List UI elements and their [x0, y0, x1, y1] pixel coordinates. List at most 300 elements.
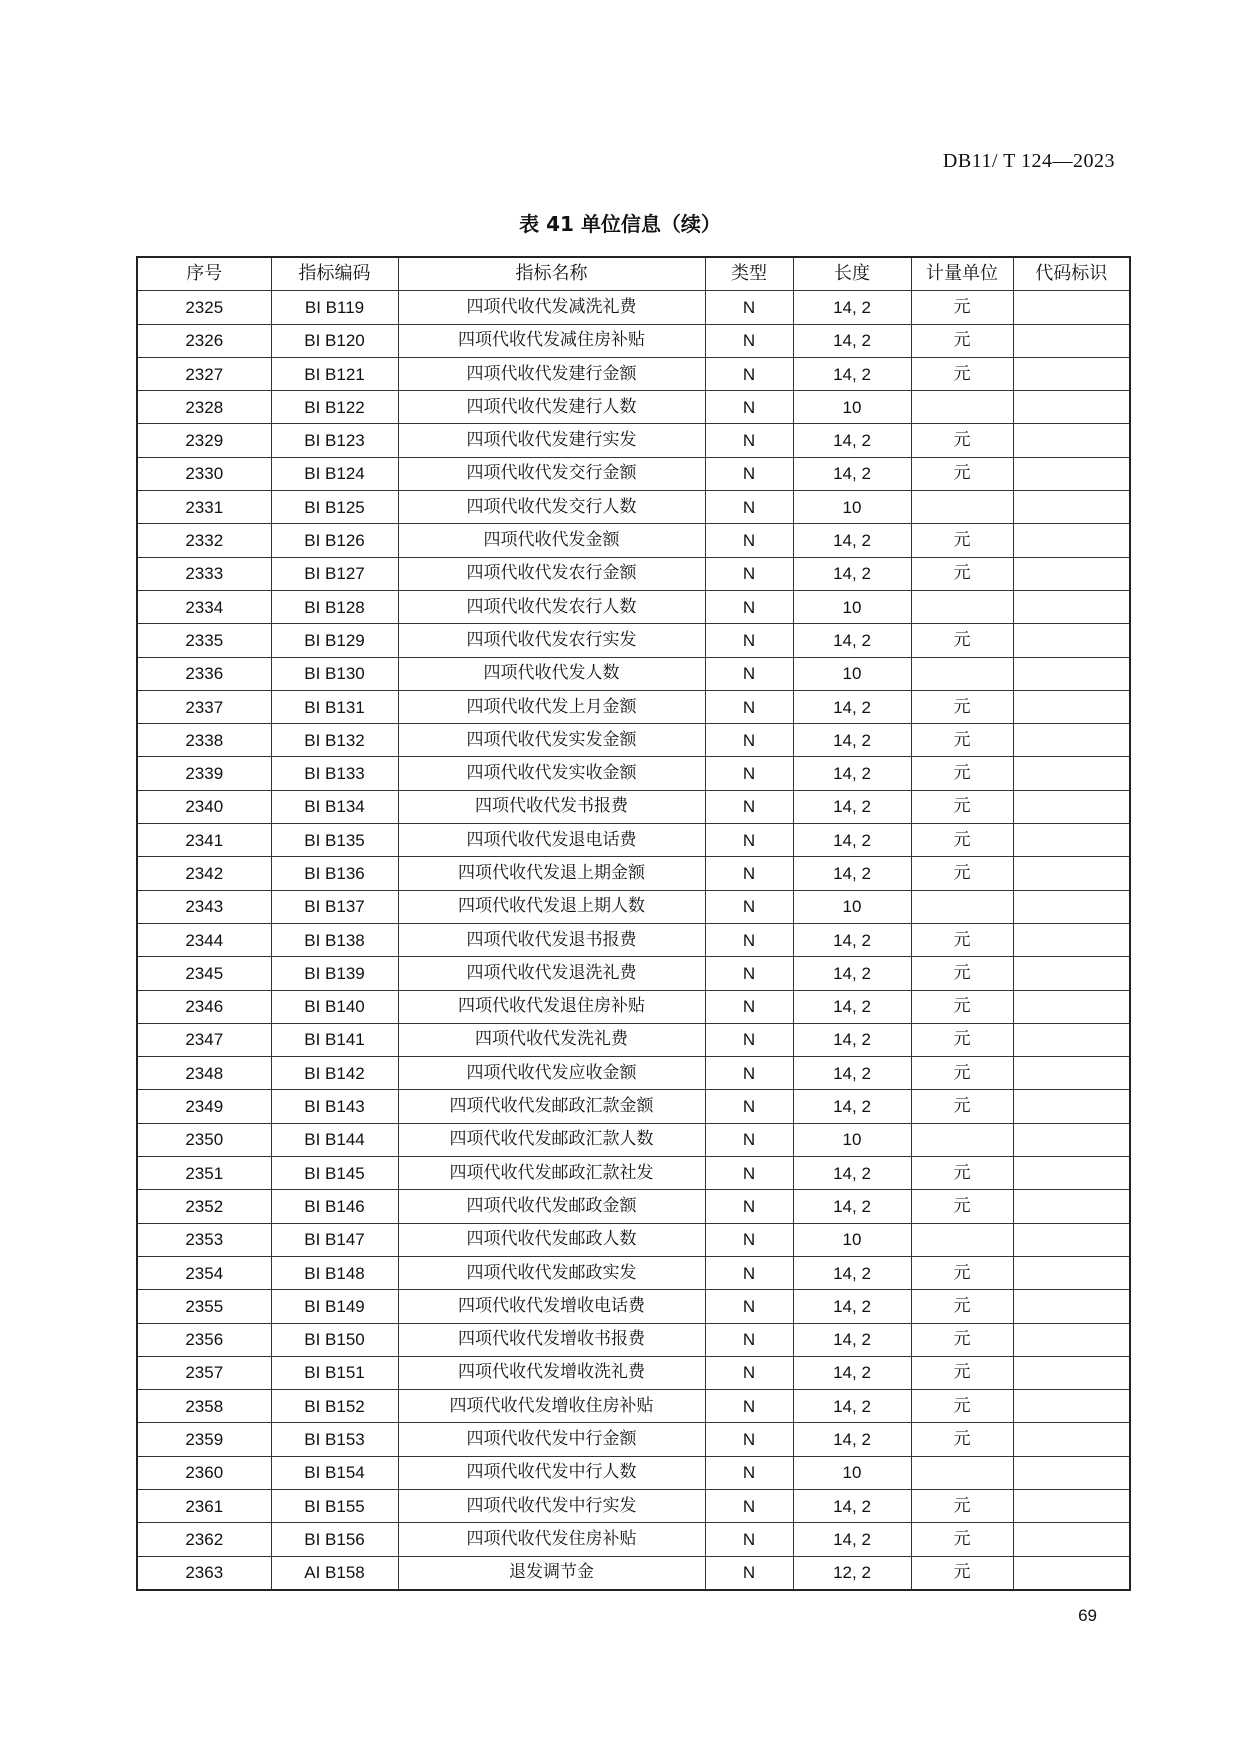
cell-seq: 2343 — [137, 890, 271, 923]
cell-seq: 2354 — [137, 1256, 271, 1289]
cell-unit — [911, 1123, 1013, 1156]
cell-name: 四项代收代发增收住房补贴 — [398, 1390, 705, 1423]
cell-unit: 元 — [911, 1356, 1013, 1389]
cell-flag — [1013, 1489, 1130, 1522]
cell-name: 四项代收代发建行金额 — [398, 357, 705, 390]
cell-length: 10 — [793, 890, 911, 923]
cell-flag — [1013, 1023, 1130, 1056]
cell-unit: 元 — [911, 357, 1013, 390]
cell-length: 10 — [793, 590, 911, 623]
cell-flag — [1013, 557, 1130, 590]
cell-flag — [1013, 1090, 1130, 1123]
cell-length: 14, 2 — [793, 1157, 911, 1190]
cell-type: N — [705, 1157, 793, 1190]
cell-flag — [1013, 1223, 1130, 1256]
table-row — [137, 524, 1130, 557]
cell-length: 10 — [793, 1223, 911, 1256]
cell-flag — [1013, 657, 1130, 690]
column-header-length: 长度 — [793, 257, 911, 291]
cell-flag — [1013, 1423, 1130, 1456]
cell-flag — [1013, 923, 1130, 956]
table-row — [137, 1323, 1130, 1356]
cell-length: 12, 2 — [793, 1556, 911, 1590]
cell-code: BI B155 — [271, 1489, 398, 1522]
cell-length: 14, 2 — [793, 724, 911, 757]
cell-name: 四项代收代发农行金额 — [398, 557, 705, 590]
table-row — [137, 1123, 1130, 1156]
cell-length: 14, 2 — [793, 957, 911, 990]
cell-type: N — [705, 1090, 793, 1123]
cell-length: 14, 2 — [793, 790, 911, 823]
cell-flag — [1013, 1356, 1130, 1389]
cell-type: N — [705, 1123, 793, 1156]
cell-unit: 元 — [911, 857, 1013, 890]
table-row — [137, 857, 1130, 890]
cell-length: 10 — [793, 657, 911, 690]
cell-flag — [1013, 1256, 1130, 1289]
cell-seq: 2334 — [137, 590, 271, 623]
cell-unit: 元 — [911, 1256, 1013, 1289]
table-row — [137, 1057, 1130, 1090]
cell-code: BI B125 — [271, 491, 398, 524]
cell-flag — [1013, 1456, 1130, 1489]
cell-type: N — [705, 291, 793, 324]
cell-length: 14, 2 — [793, 624, 911, 657]
cell-seq: 2356 — [137, 1323, 271, 1356]
cell-length: 10 — [793, 1456, 911, 1489]
cell-code: BI B133 — [271, 757, 398, 790]
cell-seq: 2338 — [137, 724, 271, 757]
cell-unit: 元 — [911, 724, 1013, 757]
cell-flag — [1013, 391, 1130, 424]
cell-type: N — [705, 1423, 793, 1456]
cell-length: 14, 2 — [793, 1489, 911, 1522]
cell-code: BI B154 — [271, 1456, 398, 1489]
cell-length: 14, 2 — [793, 291, 911, 324]
cell-name: 四项代收代发农行人数 — [398, 590, 705, 623]
cell-seq: 2360 — [137, 1456, 271, 1489]
cell-type: N — [705, 890, 793, 923]
cell-unit: 元 — [911, 1390, 1013, 1423]
table-body — [137, 291, 1130, 1590]
cell-unit: 元 — [911, 957, 1013, 990]
cell-seq: 2358 — [137, 1390, 271, 1423]
cell-code: BI B126 — [271, 524, 398, 557]
cell-code: BI B121 — [271, 357, 398, 390]
cell-code: BI B143 — [271, 1090, 398, 1123]
cell-name: 四项代收代发增收洗礼费 — [398, 1356, 705, 1389]
table-row — [137, 1423, 1130, 1456]
cell-length: 14, 2 — [793, 1423, 911, 1456]
cell-unit — [911, 1456, 1013, 1489]
cell-unit — [911, 391, 1013, 424]
table-row — [137, 1190, 1130, 1223]
cell-type: N — [705, 757, 793, 790]
cell-seq: 2362 — [137, 1523, 271, 1556]
cell-unit: 元 — [911, 757, 1013, 790]
cell-code: BI B130 — [271, 657, 398, 690]
cell-code: BI B144 — [271, 1123, 398, 1156]
column-header-unit: 计量单位 — [911, 257, 1013, 291]
cell-type: N — [705, 457, 793, 490]
cell-code: BI B132 — [271, 724, 398, 757]
cell-flag — [1013, 324, 1130, 357]
cell-flag — [1013, 1556, 1130, 1590]
cell-unit — [911, 491, 1013, 524]
cell-unit: 元 — [911, 690, 1013, 723]
cell-unit: 元 — [911, 1090, 1013, 1123]
cell-seq: 2335 — [137, 624, 271, 657]
cell-flag — [1013, 1157, 1130, 1190]
table-row — [137, 957, 1130, 990]
cell-seq: 2348 — [137, 1057, 271, 1090]
cell-code: AI B158 — [271, 1556, 398, 1590]
cell-length: 14, 2 — [793, 990, 911, 1023]
table-row — [137, 923, 1130, 956]
cell-seq: 2339 — [137, 757, 271, 790]
table-row — [137, 1223, 1130, 1256]
table-row — [137, 890, 1130, 923]
cell-code: BI B150 — [271, 1323, 398, 1356]
cell-type: N — [705, 557, 793, 590]
cell-type: N — [705, 1489, 793, 1522]
cell-seq: 2355 — [137, 1290, 271, 1323]
cell-unit: 元 — [911, 1423, 1013, 1456]
cell-unit: 元 — [911, 1057, 1013, 1090]
cell-flag — [1013, 424, 1130, 457]
cell-flag — [1013, 1123, 1130, 1156]
cell-unit: 元 — [911, 1023, 1013, 1056]
cell-type: N — [705, 1057, 793, 1090]
cell-seq: 2336 — [137, 657, 271, 690]
cell-code: BI B140 — [271, 990, 398, 1023]
cell-unit: 元 — [911, 291, 1013, 324]
cell-type: N — [705, 690, 793, 723]
cell-length: 14, 2 — [793, 1023, 911, 1056]
cell-code: BI B153 — [271, 1423, 398, 1456]
cell-seq: 2329 — [137, 424, 271, 457]
cell-name: 退发调节金 — [398, 1556, 705, 1590]
cell-length: 14, 2 — [793, 357, 911, 390]
cell-name: 四项代收代发中行实发 — [398, 1489, 705, 1522]
cell-name: 四项代收代发上月金额 — [398, 690, 705, 723]
cell-length: 10 — [793, 491, 911, 524]
table-row — [137, 491, 1130, 524]
cell-name: 四项代收代发建行实发 — [398, 424, 705, 457]
cell-type: N — [705, 424, 793, 457]
column-header-flag: 代码标识 — [1013, 257, 1130, 291]
cell-name: 四项代收代发金额 — [398, 524, 705, 557]
cell-seq: 2342 — [137, 857, 271, 890]
table-row — [137, 757, 1130, 790]
cell-code: BI B152 — [271, 1390, 398, 1423]
cell-code: BI B148 — [271, 1256, 398, 1289]
table-row — [137, 1356, 1130, 1389]
cell-length: 14, 2 — [793, 1057, 911, 1090]
table-row — [137, 624, 1130, 657]
unit-info-table — [136, 256, 1131, 1591]
cell-unit: 元 — [911, 457, 1013, 490]
table-row — [137, 1256, 1130, 1289]
cell-type: N — [705, 790, 793, 823]
table-row — [137, 1023, 1130, 1056]
cell-name: 四项代收代发实发金额 — [398, 724, 705, 757]
cell-flag — [1013, 890, 1130, 923]
cell-code: BI B122 — [271, 391, 398, 424]
cell-type: N — [705, 1256, 793, 1289]
cell-flag — [1013, 1390, 1130, 1423]
cell-seq: 2345 — [137, 957, 271, 990]
page-number: 69 — [1078, 1606, 1097, 1625]
cell-flag — [1013, 1290, 1130, 1323]
cell-name: 四项代收代发人数 — [398, 657, 705, 690]
cell-code: BI B151 — [271, 1356, 398, 1389]
cell-seq: 2359 — [137, 1423, 271, 1456]
cell-code: BI B156 — [271, 1523, 398, 1556]
cell-length: 14, 2 — [793, 690, 911, 723]
cell-unit: 元 — [911, 1190, 1013, 1223]
cell-seq: 2351 — [137, 1157, 271, 1190]
cell-length: 14, 2 — [793, 1256, 911, 1289]
cell-code: BI B123 — [271, 424, 398, 457]
cell-length: 14, 2 — [793, 524, 911, 557]
cell-type: N — [705, 1456, 793, 1489]
cell-type: N — [705, 1190, 793, 1223]
cell-type: N — [705, 524, 793, 557]
cell-name: 四项代收代发中行人数 — [398, 1456, 705, 1489]
cell-name: 四项代收代发退电话费 — [398, 824, 705, 857]
cell-code: BI B128 — [271, 590, 398, 623]
cell-type: N — [705, 824, 793, 857]
cell-length: 10 — [793, 1123, 911, 1156]
cell-name: 四项代收代发交行人数 — [398, 491, 705, 524]
cell-length: 14, 2 — [793, 457, 911, 490]
table-row — [137, 590, 1130, 623]
cell-code: BI B120 — [271, 324, 398, 357]
table-header-row — [137, 257, 1130, 291]
cell-flag — [1013, 1523, 1130, 1556]
cell-type: N — [705, 1323, 793, 1356]
table-row — [137, 1523, 1130, 1556]
cell-unit: 元 — [911, 324, 1013, 357]
cell-type: N — [705, 857, 793, 890]
table-title: 表 41 单位信息（续） — [519, 212, 721, 236]
cell-name: 四项代收代发邮政人数 — [398, 1223, 705, 1256]
cell-seq: 2361 — [137, 1489, 271, 1522]
cell-type: N — [705, 923, 793, 956]
cell-code: BI B119 — [271, 291, 398, 324]
cell-seq: 2333 — [137, 557, 271, 590]
cell-name: 四项代收代发应收金额 — [398, 1057, 705, 1090]
cell-flag — [1013, 1323, 1130, 1356]
cell-flag — [1013, 757, 1130, 790]
cell-flag — [1013, 624, 1130, 657]
cell-name: 四项代收代发交行金额 — [398, 457, 705, 490]
table-row — [137, 1390, 1130, 1423]
cell-seq: 2344 — [137, 923, 271, 956]
cell-unit: 元 — [911, 1523, 1013, 1556]
cell-unit: 元 — [911, 1556, 1013, 1590]
cell-seq: 2326 — [137, 324, 271, 357]
cell-code: BI B141 — [271, 1023, 398, 1056]
cell-name: 四项代收代发住房补贴 — [398, 1523, 705, 1556]
cell-code: BI B134 — [271, 790, 398, 823]
cell-flag — [1013, 1057, 1130, 1090]
cell-name: 四项代收代发中行金额 — [398, 1423, 705, 1456]
cell-unit — [911, 590, 1013, 623]
cell-name: 四项代收代发邮政汇款人数 — [398, 1123, 705, 1156]
cell-length: 14, 2 — [793, 857, 911, 890]
cell-length: 14, 2 — [793, 1323, 911, 1356]
table-row — [137, 824, 1130, 857]
cell-type: N — [705, 1556, 793, 1590]
cell-code: BI B137 — [271, 890, 398, 923]
table-row — [137, 424, 1130, 457]
cell-type: N — [705, 391, 793, 424]
cell-length: 10 — [793, 391, 911, 424]
cell-length: 14, 2 — [793, 1390, 911, 1423]
cell-code: BI B129 — [271, 624, 398, 657]
cell-name: 四项代收代发洗礼费 — [398, 1023, 705, 1056]
cell-code: BI B135 — [271, 824, 398, 857]
cell-seq: 2349 — [137, 1090, 271, 1123]
table-row — [137, 357, 1130, 390]
cell-length: 14, 2 — [793, 1290, 911, 1323]
cell-name: 四项代收代发邮政汇款金额 — [398, 1090, 705, 1123]
cell-unit — [911, 1223, 1013, 1256]
cell-flag — [1013, 524, 1130, 557]
cell-length: 14, 2 — [793, 1190, 911, 1223]
column-header-name: 指标名称 — [398, 257, 705, 291]
cell-unit: 元 — [911, 790, 1013, 823]
cell-name: 四项代收代发减洗礼费 — [398, 291, 705, 324]
cell-code: BI B124 — [271, 457, 398, 490]
column-header-type: 类型 — [705, 257, 793, 291]
cell-code: BI B136 — [271, 857, 398, 890]
cell-name: 四项代收代发邮政汇款社发 — [398, 1157, 705, 1190]
table-row — [137, 724, 1130, 757]
cell-type: N — [705, 1023, 793, 1056]
cell-length: 14, 2 — [793, 824, 911, 857]
cell-name: 四项代收代发退洗礼费 — [398, 957, 705, 990]
cell-flag — [1013, 857, 1130, 890]
table-row — [137, 391, 1130, 424]
cell-seq: 2346 — [137, 990, 271, 1023]
cell-length: 14, 2 — [793, 557, 911, 590]
table-row — [137, 1456, 1130, 1489]
cell-code: BI B139 — [271, 957, 398, 990]
cell-code: BI B145 — [271, 1157, 398, 1190]
table-row — [137, 291, 1130, 324]
cell-name: 四项代收代发减住房补贴 — [398, 324, 705, 357]
cell-seq: 2353 — [137, 1223, 271, 1256]
cell-unit: 元 — [911, 1323, 1013, 1356]
cell-name: 四项代收代发增收书报费 — [398, 1323, 705, 1356]
cell-length: 14, 2 — [793, 1090, 911, 1123]
cell-type: N — [705, 1356, 793, 1389]
cell-type: N — [705, 957, 793, 990]
cell-flag — [1013, 990, 1130, 1023]
cell-flag — [1013, 1190, 1130, 1223]
cell-flag — [1013, 457, 1130, 490]
cell-type: N — [705, 1390, 793, 1423]
cell-code: BI B131 — [271, 690, 398, 723]
cell-unit: 元 — [911, 1157, 1013, 1190]
table-row — [137, 657, 1130, 690]
cell-name: 四项代收代发退上期人数 — [398, 890, 705, 923]
table-row — [137, 1556, 1130, 1590]
table-row — [137, 1290, 1130, 1323]
cell-unit — [911, 890, 1013, 923]
column-header-code: 指标编码 — [271, 257, 398, 291]
cell-type: N — [705, 624, 793, 657]
cell-seq: 2363 — [137, 1556, 271, 1590]
table-row — [137, 1489, 1130, 1522]
cell-seq: 2328 — [137, 391, 271, 424]
table-row — [137, 990, 1130, 1023]
cell-name: 四项代收代发退上期金额 — [398, 857, 705, 890]
table-row — [137, 1090, 1130, 1123]
cell-type: N — [705, 1290, 793, 1323]
cell-flag — [1013, 590, 1130, 623]
cell-seq: 2340 — [137, 790, 271, 823]
cell-unit: 元 — [911, 990, 1013, 1023]
cell-code: BI B127 — [271, 557, 398, 590]
cell-type: N — [705, 1223, 793, 1256]
cell-unit — [911, 657, 1013, 690]
cell-seq: 2352 — [137, 1190, 271, 1223]
cell-seq: 2327 — [137, 357, 271, 390]
cell-flag — [1013, 824, 1130, 857]
cell-unit: 元 — [911, 1489, 1013, 1522]
cell-name: 四项代收代发退书报费 — [398, 923, 705, 956]
cell-flag — [1013, 790, 1130, 823]
column-header-seq: 序号 — [137, 257, 271, 291]
cell-unit: 元 — [911, 824, 1013, 857]
cell-type: N — [705, 1523, 793, 1556]
cell-type: N — [705, 590, 793, 623]
table-row — [137, 557, 1130, 590]
cell-length: 14, 2 — [793, 757, 911, 790]
cell-unit: 元 — [911, 557, 1013, 590]
cell-name: 四项代收代发建行人数 — [398, 391, 705, 424]
cell-unit: 元 — [911, 624, 1013, 657]
cell-unit: 元 — [911, 923, 1013, 956]
cell-name: 四项代收代发书报费 — [398, 790, 705, 823]
cell-type: N — [705, 657, 793, 690]
cell-unit: 元 — [911, 524, 1013, 557]
cell-type: N — [705, 357, 793, 390]
cell-name: 四项代收代发邮政金额 — [398, 1190, 705, 1223]
cell-code: BI B149 — [271, 1290, 398, 1323]
cell-seq: 2347 — [137, 1023, 271, 1056]
cell-type: N — [705, 491, 793, 524]
table-row — [137, 690, 1130, 723]
cell-type: N — [705, 324, 793, 357]
cell-seq: 2337 — [137, 690, 271, 723]
cell-name: 四项代收代发增收电话费 — [398, 1290, 705, 1323]
cell-length: 14, 2 — [793, 923, 911, 956]
cell-flag — [1013, 491, 1130, 524]
cell-code: BI B138 — [271, 923, 398, 956]
table-row — [137, 457, 1130, 490]
table-row — [137, 1157, 1130, 1190]
cell-seq: 2341 — [137, 824, 271, 857]
cell-flag — [1013, 690, 1130, 723]
standard-code: DB11/ T 124—2023 — [942, 150, 1115, 172]
cell-seq: 2331 — [137, 491, 271, 524]
cell-type: N — [705, 990, 793, 1023]
